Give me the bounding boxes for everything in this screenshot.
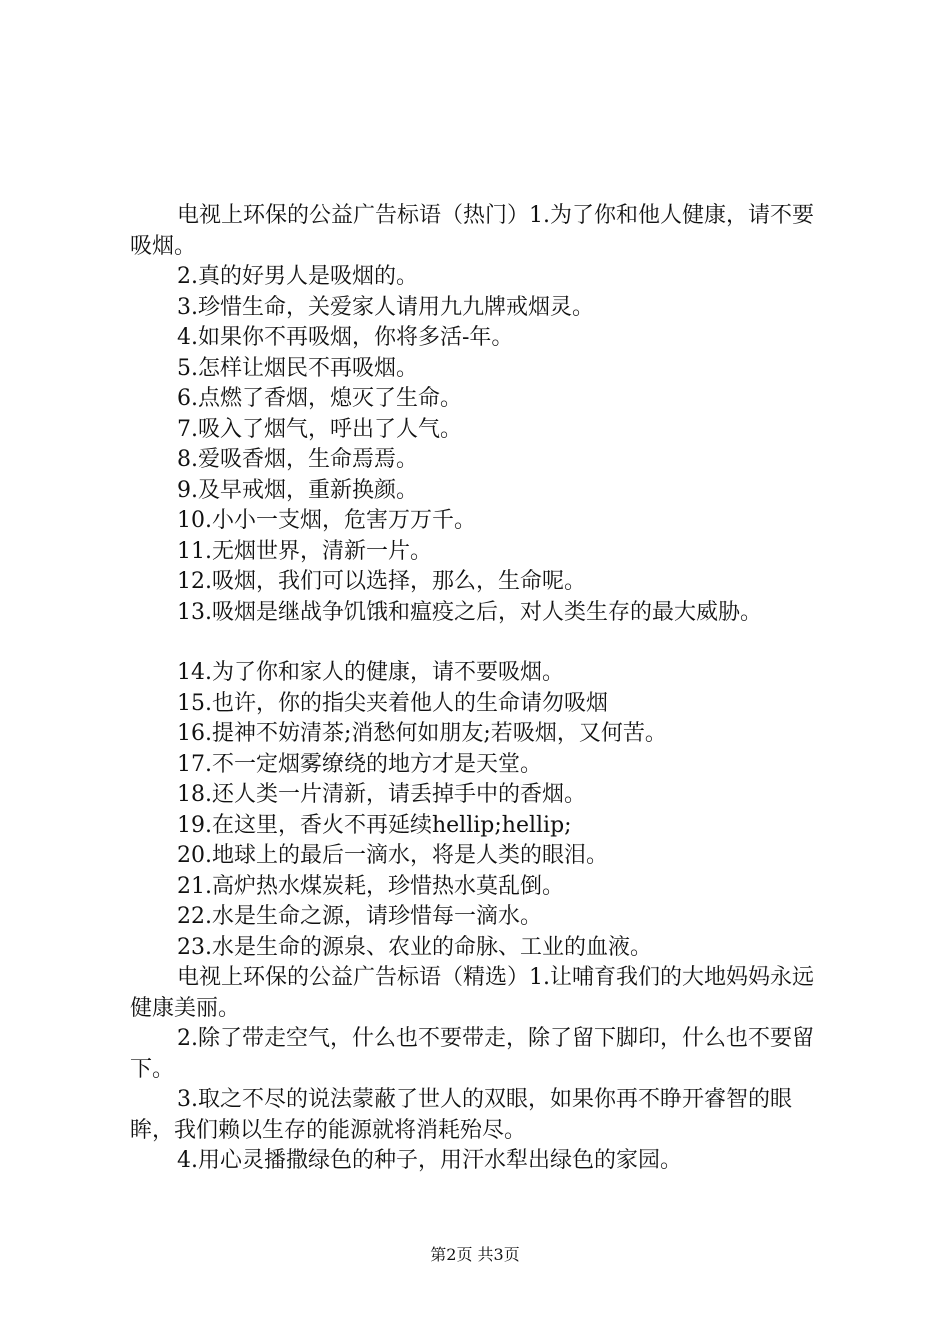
list-item: 10.小小一支烟，危害万万千。 [177,508,476,533]
list-item: 16.提神不妨清茶;消愁何如朋友;若吸烟，又何苦。 [177,721,667,746]
list-item: 7.吸入了烟气，呼出了人气。 [177,416,462,442]
list-item: 8.爱吸香烟，生命焉焉。 [177,447,418,472]
document-body [130,201,850,1177]
list-item: 14.为了你和家人的健康，请不要吸烟。 [177,660,564,685]
list-item: 2.真的好男人是吸烟的。 [177,264,418,289]
list-item: 22.水是生命之源，请珍惜每一滴水。 [177,904,542,929]
list-item: 2.除了带走空气，什么也不要带走，除了留下脚印，什么也不要留下。 [130,1026,814,1082]
list-item: 23.水是生命的源泉、农业的命脉、工业的血液。 [177,934,652,960]
list-item: 5.怎样让烟民不再吸烟。 [177,355,418,381]
list-item: 9.及早戒烟，重新换颜。 [177,477,418,503]
list-item: 4.用心灵播撒绿色的种子，用汗水犁出绿色的家园。 [177,1148,682,1173]
list-item: 21.高炉热水煤炭耗，珍惜热水莫乱倒。 [177,873,564,899]
list-item: 11.无烟世界，清新一片。 [177,538,432,564]
list-item: 3.取之不尽的说法蒙蔽了世人的双眼，如果你再不睁开睿智的眼眸，我们赖以生存的能源就将消耗殆尽。 [130,1087,792,1143]
paragraph: 电视上环保的公益广告标语（热门）1.为了你和他人健康，请不要吸烟。 [130,203,814,259]
list-item: 4.如果你不再吸烟，你将多活-年。 [177,325,514,350]
list-item: 6.点燃了香烟，熄灭了生命。 [177,386,462,411]
page-number-footer: 第2页 共3页 [430,1245,520,1264]
list-item: 17.不一定烟雾缭绕的地方才是天堂。 [177,751,542,777]
list-item: 13.吸烟是继战争饥饿和瘟疫之后，对人类生存的最大威胁。 [177,599,762,625]
list-item: 19.在这里，香火不再延续hellip;hellip; [177,812,572,838]
list-item: 20.地球上的最后一滴水，将是人类的眼泪。 [177,843,608,868]
list-item: 18.还人类一片清新，请丢掉手中的香烟。 [177,782,586,807]
list-item: 12.吸烟，我们可以选择，那么，生命呢。 [177,569,586,594]
list-item: 15.也许，你的指尖夹着他人的生命请勿吸烟 [177,690,608,716]
paragraph: 电视上环保的公益广告标语（精选）1.让哺育我们的大地妈妈永远健康美丽。 [130,965,814,1021]
list-item: 3.珍惜生命，关爱家人请用九九牌戒烟灵。 [177,294,594,320]
